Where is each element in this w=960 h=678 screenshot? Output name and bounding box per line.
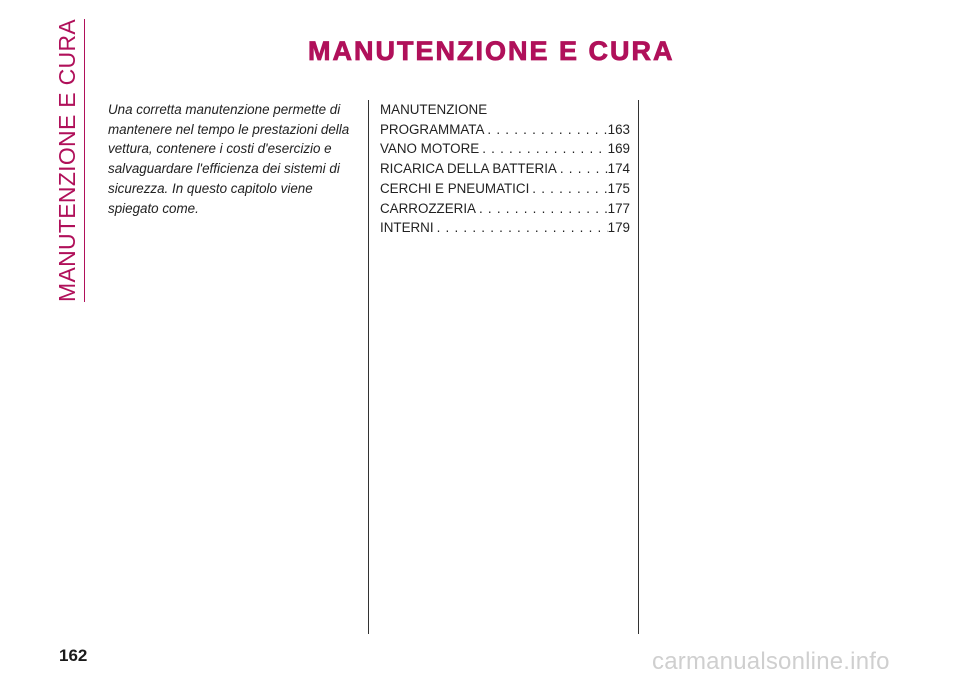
- toc-item-cerchi-pneumatici[interactable]: [380, 179, 630, 199]
- column-divider-right: [638, 100, 639, 634]
- watermark-text: carmanualsonline.info: [652, 648, 890, 675]
- toc-item-page: 177: [607, 200, 630, 216]
- toc-item-page: 175: [607, 180, 630, 196]
- toc-item-page: 169: [607, 141, 630, 157]
- page-title: MANUTENZIONE E CURA: [308, 36, 675, 66]
- toc-leader-dots: [484, 120, 607, 140]
- toc-item-page: 174: [607, 161, 630, 177]
- toc-leader-dots: [434, 218, 608, 238]
- column-divider-left: [368, 100, 369, 634]
- toc-item-label: VANO MOTORE: [380, 141, 480, 157]
- toc-item-page: 163: [607, 121, 630, 137]
- toc-leader-dots: [529, 179, 607, 199]
- toc-item-interni[interactable]: [380, 218, 630, 238]
- intro-paragraph: Una corretta manutenzione permette di mantenere nel tempo le prestazioni della vettura, contenere i costi d'esercizio e salvaguardare l'efficienza dei sistemi di sicurezza. In questo capitolo viene spiegato come.: [108, 102, 350, 216]
- toc-item-carrozzeria[interactable]: [380, 199, 630, 219]
- toc-item-label-line1: MANUTENZIONE: [380, 102, 488, 117]
- section-side-title-text: MANUTENZIONE E CURA: [54, 19, 85, 302]
- toc-item-label: CARROZZERIA: [380, 200, 476, 216]
- toc-leader-dots: [479, 139, 607, 159]
- toc-item-ricarica-batteria[interactable]: [380, 159, 630, 179]
- toc-leader-dots: [557, 159, 608, 179]
- toc-item-label: CERCHI E PNEUMATICI: [380, 180, 530, 196]
- toc-item-manutenzione-programmata[interactable]: [380, 120, 630, 140]
- toc-item-vano-motore[interactable]: [380, 139, 630, 159]
- toc-item-label: PROGRAMMATA: [380, 121, 485, 137]
- toc-item-label: INTERNI: [380, 220, 434, 236]
- page-number: 162: [59, 646, 88, 665]
- toc-item-label: RICARICA DELLA BATTERIA: [380, 161, 557, 177]
- toc-leader-dots: [476, 199, 608, 219]
- table-of-contents: [380, 100, 630, 238]
- section-side-title: [53, 18, 84, 302]
- toc-item-page: 179: [607, 220, 630, 236]
